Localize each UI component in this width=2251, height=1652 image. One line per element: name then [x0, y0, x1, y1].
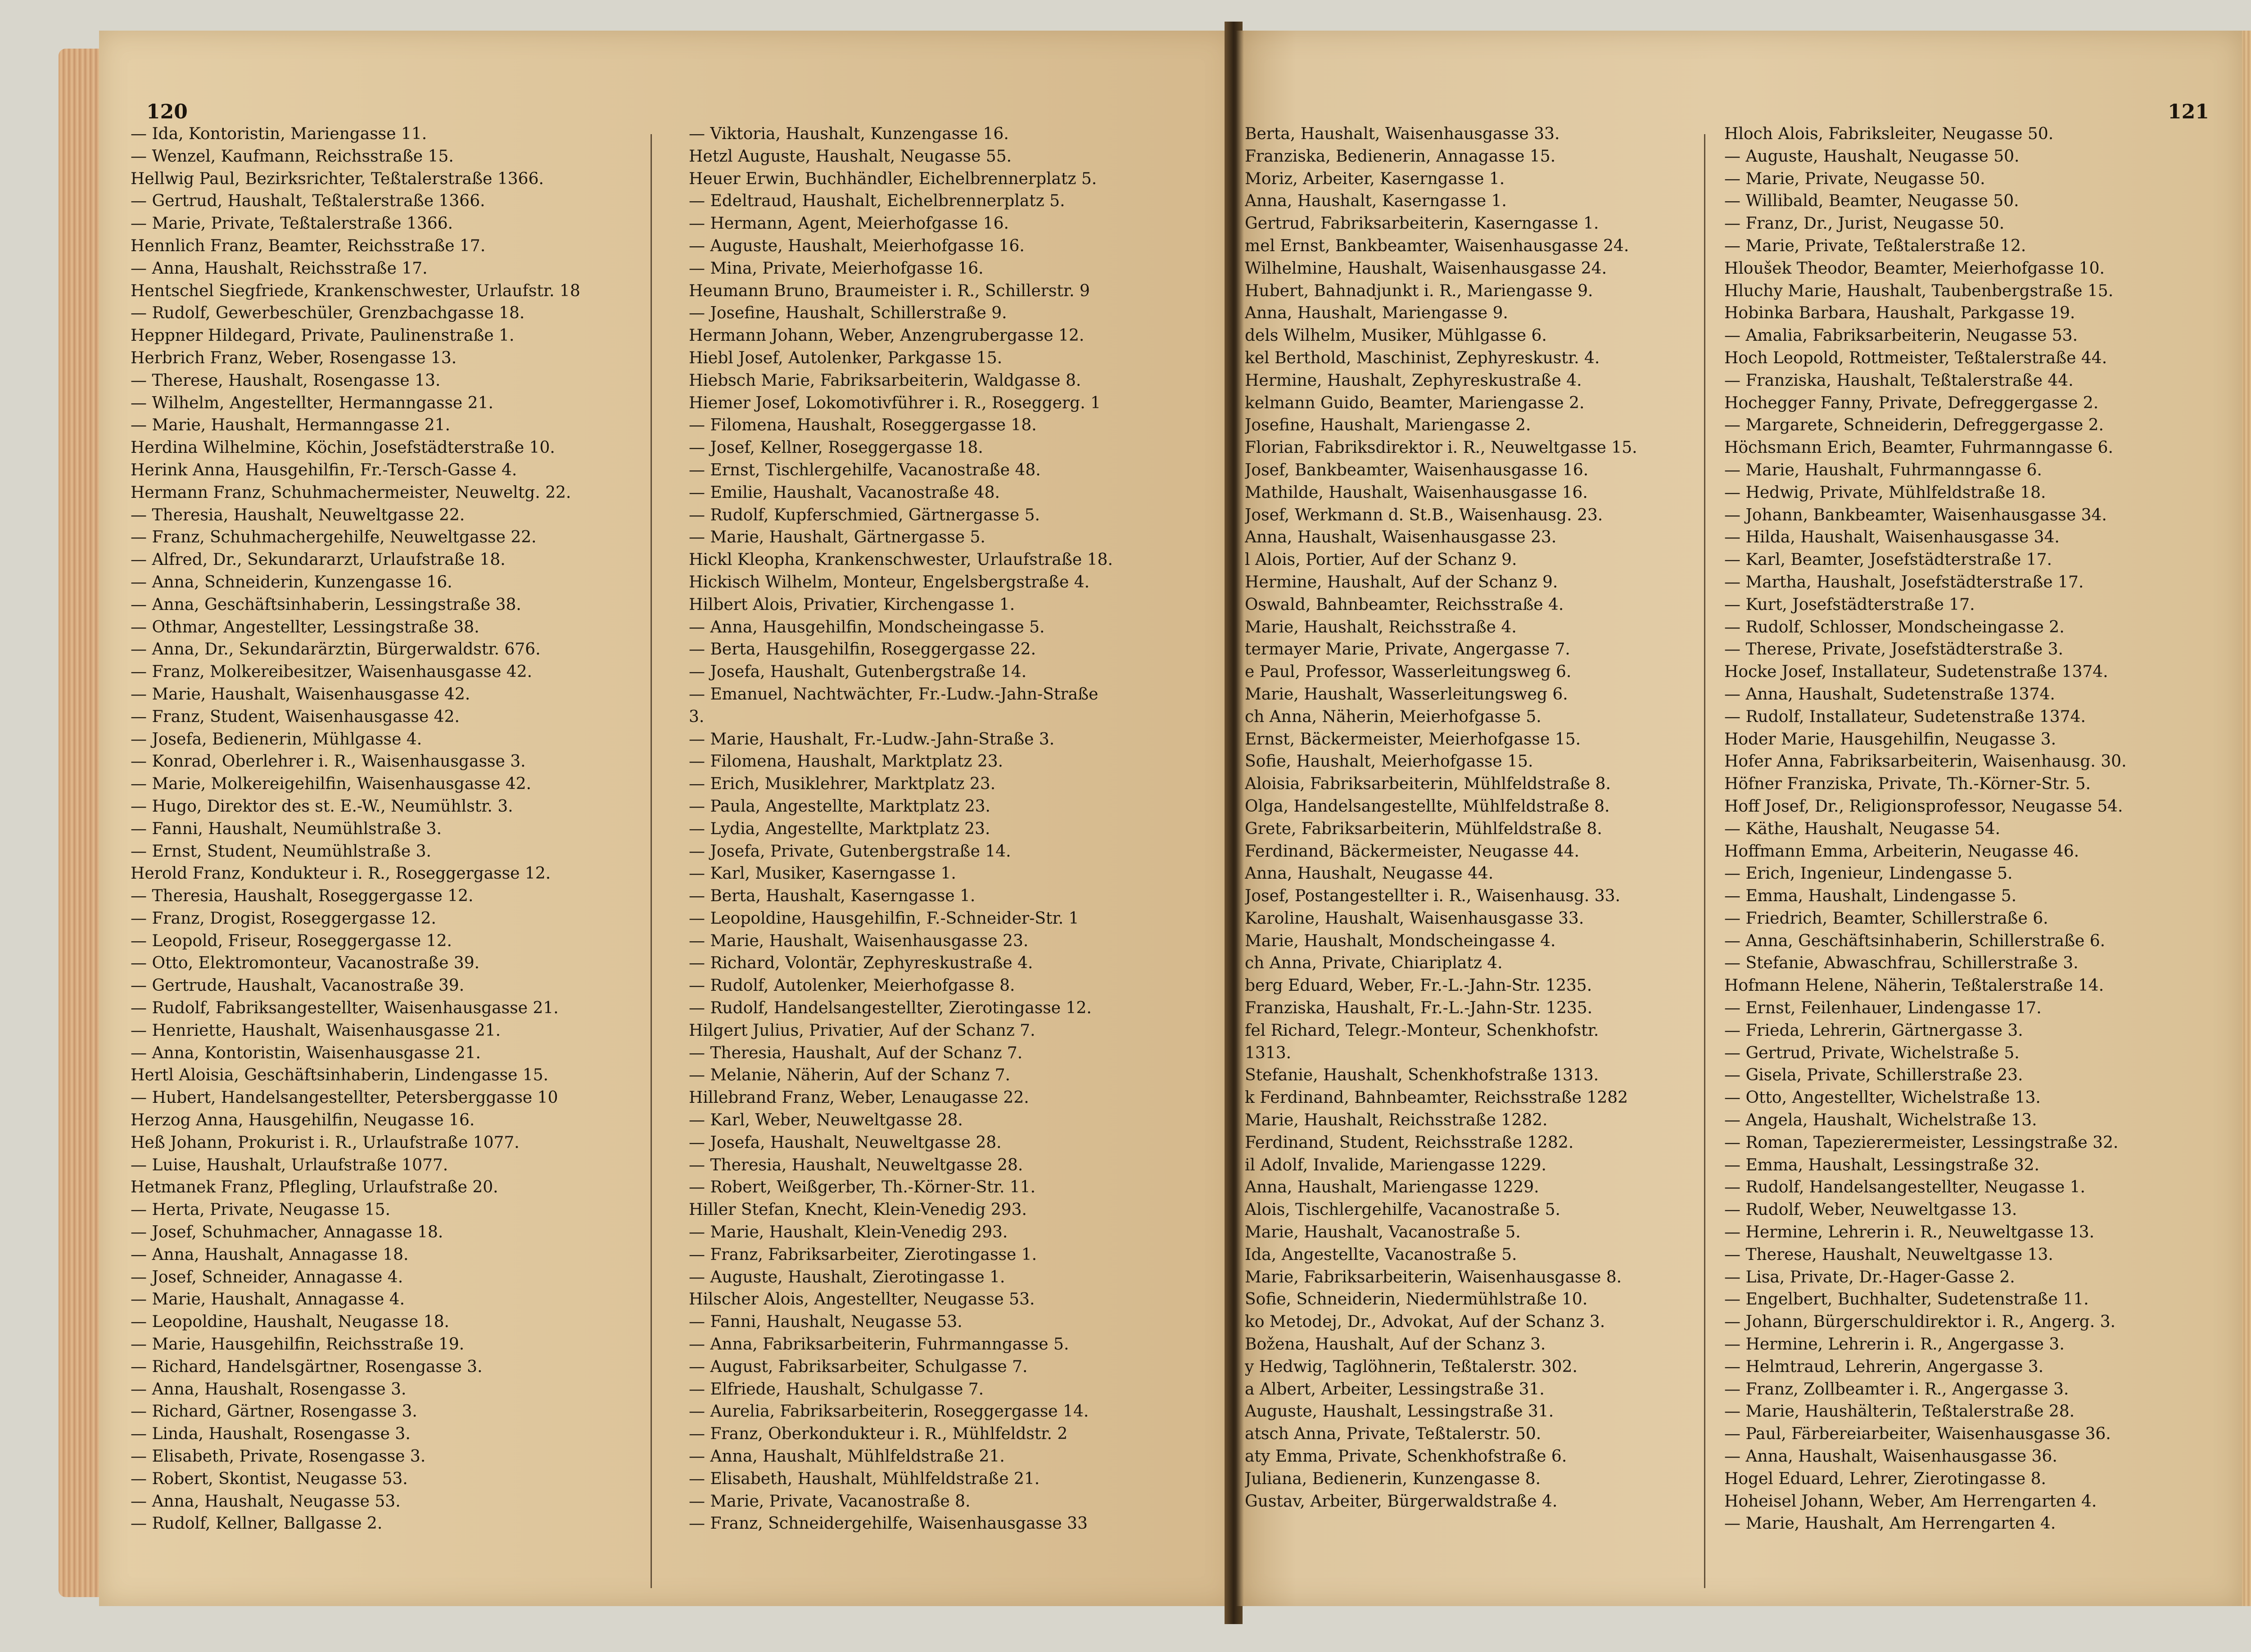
directory-entry: — Therese, Private, Josefstädterstraße 3. — [1724, 640, 2063, 659]
directory-entry: Heuer Erwin, Buchhändler, Eichelbrennerplatz 5. — [689, 169, 1097, 188]
directory-entry: — Marie, Molkereigehilfin, Waisenhausgasse 42. — [131, 775, 532, 794]
directory-entry: — Luise, Haushalt, Urlaufstraße 1077. — [131, 1155, 448, 1174]
directory-entry: Hochegger Fanny, Private, Defreggergasse 2. — [1724, 393, 2099, 412]
directory-entry: — Josef, Kellner, Roseggergasse 18. — [689, 438, 983, 457]
directory-entry: — Elisabeth, Private, Rosengasse 3. — [131, 1447, 426, 1466]
directory-entry: — Elisabeth, Haushalt, Mühlfeldstraße 21. — [689, 1469, 1040, 1488]
directory-entry: berg Eduard, Weber, Fr.-L.-Jahn-Str. 1235. — [1245, 976, 1592, 995]
directory-entry: Anna, Haushalt, Mariengasse 1229. — [1245, 1178, 1539, 1197]
directory-entry: — Rudolf, Handelsangestellter, Neugasse 1. — [1724, 1178, 2086, 1197]
directory-entry: Herold Franz, Kondukteur i. R., Roseggergasse 12. — [131, 864, 551, 883]
directory-entry: — Auguste, Haushalt, Zierotingasse 1. — [689, 1268, 1005, 1286]
directory-entry: — Josef, Schuhmacher, Annagasse 18. — [131, 1223, 443, 1242]
directory-entry: Josef, Werkmann d. St.B., Waisenhausg. 23. — [1245, 506, 1603, 524]
directory-entry: — Therese, Haushalt, Rosengasse 13. — [131, 371, 441, 390]
directory-entry: — Hermine, Lehrerin i. R., Neuweltgasse 13. — [1724, 1223, 2095, 1242]
directory-entry: Ferdinand, Student, Reichsstraße 1282. — [1245, 1133, 1574, 1152]
directory-entry: Anna, Haushalt, Mariengasse 9. — [1245, 304, 1508, 323]
directory-entry: — Auguste, Haushalt, Neugasse 50. — [1724, 147, 2020, 166]
directory-entry: k Ferdinand, Bahnbeamter, Reichsstraße 1282 — [1245, 1088, 1628, 1107]
directory-entry: atsch Anna, Private, Teßtalerstr. 50. — [1245, 1425, 1541, 1444]
directory-entry: — Otto, Elektromonteur, Vacanostraße 39. — [131, 954, 480, 973]
directory-entry: l Alois, Portier, Auf der Schanz 9. — [1245, 551, 1517, 569]
directory-entry: — Anna, Schneiderin, Kunzengasse 16. — [131, 573, 452, 591]
directory-entry: — Franz, Zollbeamter i. R., Angergasse 3. — [1724, 1380, 2069, 1399]
directory-entry: 1313. — [1245, 1043, 1292, 1062]
directory-column-4 — [1724, 123, 2233, 1535]
directory-entry: — Erich, Musiklehrer, Marktplatz 23. — [689, 775, 996, 794]
directory-entry: — Rudolf, Installateur, Sudetenstraße 1374. — [1724, 707, 2086, 726]
directory-entry: — Henriette, Haushalt, Waisenhausgasse 21. — [131, 1021, 501, 1040]
directory-entry: — Aurelia, Fabriksarbeiterin, Roseggergasse 14. — [689, 1402, 1089, 1421]
directory-entry: Aloisia, Fabriksarbeiterin, Mühlfeldstraße 8. — [1245, 775, 1611, 794]
directory-entry: — Mina, Private, Meierhofgasse 16. — [689, 259, 984, 278]
directory-entry: — Anna, Haushalt, Waisenhausgasse 36. — [1724, 1447, 2057, 1466]
directory-entry: — Filomena, Haushalt, Marktplatz 23. — [689, 752, 1003, 771]
directory-entry: — Theresia, Haushalt, Auf der Schanz 7. — [689, 1043, 1023, 1062]
directory-entry: — Melanie, Näherin, Auf der Schanz 7. — [689, 1066, 1011, 1085]
directory-entry: — Wenzel, Kaufmann, Reichsstraße 15. — [131, 147, 454, 166]
directory-entry: Herdina Wilhelmine, Köchin, Josefstädterstraße 10. — [131, 438, 555, 457]
directory-entry: Ernst, Bäckermeister, Meierhofgasse 15. — [1245, 730, 1581, 749]
directory-column-1 — [131, 123, 635, 1535]
directory-entry: Hobinka Barbara, Haushalt, Parkgasse 19. — [1724, 304, 2075, 323]
directory-entry: — Gertrude, Haushalt, Vacanostraße 39. — [131, 976, 465, 995]
right-page — [1236, 31, 2242, 1606]
directory-entry: Anna, Haushalt, Waisenhausgasse 23. — [1245, 528, 1557, 547]
directory-entry: — Wilhelm, Angestellter, Hermanngasse 21. — [131, 393, 493, 412]
directory-entry: — Rudolf, Autolenker, Meierhofgasse 8. — [689, 976, 1015, 995]
directory-entry: Franziska, Haushalt, Fr.-L.-Jahn-Str. 1235. — [1245, 999, 1593, 1018]
directory-entry: Ida, Angestellte, Vacanostraße 5. — [1245, 1245, 1517, 1264]
directory-entry: Marie, Haushalt, Reichsstraße 4. — [1245, 618, 1517, 636]
directory-entry: — Therese, Haushalt, Neuweltgasse 13. — [1724, 1245, 2053, 1264]
directory-entry: — Leopoldine, Haushalt, Neugasse 18. — [131, 1313, 449, 1332]
directory-entry: Hermann Franz, Schuhmachermeister, Neuweltg. 22. — [131, 483, 571, 502]
directory-entry: Herbrich Franz, Weber, Rosengasse 13. — [131, 348, 457, 367]
directory-entry: Hloch Alois, Fabriksleiter, Neugasse 50. — [1724, 125, 2054, 143]
directory-entry: — Anna, Haushalt, Annagasse 18. — [131, 1245, 409, 1264]
directory-entry: Heppner Hildegard, Private, Paulinenstraße 1. — [131, 326, 515, 345]
directory-entry: — Anna, Dr., Sekundarärztin, Bürgerwaldstr. 676. — [131, 640, 541, 659]
directory-entry: — Franz, Schneidergehilfe, Waisenhausgasse 33 — [689, 1514, 1088, 1533]
directory-entry: Hillebrand Franz, Weber, Lenaugasse 22. — [689, 1088, 1029, 1107]
directory-column-3 — [1245, 123, 1695, 1512]
directory-entry: — Roman, Tapezierermeister, Lessingstraße 32. — [1724, 1133, 2119, 1152]
directory-entry: kel Berthold, Maschinist, Zephyreskustr. 4. — [1245, 348, 1600, 367]
directory-entry: — Edeltraud, Haushalt, Eichelbrennerplatz 5. — [689, 192, 1065, 211]
directory-entry: Hilgert Julius, Privatier, Auf der Schanz 7. — [689, 1021, 1035, 1040]
page-number-right: 121 — [2168, 100, 2209, 123]
directory-entry: — Johann, Bürgerschuldirektor i. R., Angerg. 3. — [1724, 1313, 2115, 1332]
directory-entry: y Hedwig, Taglöhnerin, Teßtalerstr. 302. — [1245, 1357, 1578, 1376]
directory-entry: Franziska, Bedienerin, Annagasse 15. — [1245, 147, 1556, 166]
directory-entry: Wilhelmine, Haushalt, Waisenhausgasse 24. — [1245, 259, 1607, 278]
directory-entry: — Auguste, Haushalt, Meierhofgasse 16. — [689, 236, 1025, 255]
directory-entry: — Marie, Haushalt, Hermanngasse 21. — [131, 416, 451, 435]
directory-entry: Grete, Fabriksarbeiterin, Mühlfeldstraße 8. — [1245, 819, 1602, 838]
directory-entry: — Willibald, Beamter, Neugasse 50. — [1724, 192, 2019, 211]
directory-entry: Juliana, Bedienerin, Kunzengasse 8. — [1245, 1469, 1541, 1488]
directory-entry: Hoff Josef, Dr., Religionsprofessor, Neugasse 54. — [1724, 797, 2123, 816]
directory-entry: — Franz, Fabriksarbeiter, Zierotingasse 1. — [689, 1245, 1037, 1264]
directory-entry: Hiebsch Marie, Fabriksarbeiterin, Waldgasse 8. — [689, 371, 1081, 390]
directory-entry: — Frieda, Lehrerin, Gärtnergasse 3. — [1724, 1021, 2023, 1040]
directory-entry: — Leopold, Friseur, Roseggergasse 12. — [131, 931, 452, 950]
directory-entry: — Marie, Haushalt, Annagasse 4. — [131, 1290, 405, 1309]
directory-entry: Gertrud, Fabriksarbeiterin, Kaserngasse 1. — [1245, 214, 1599, 233]
directory-entry: — Ernst, Student, Neumühlstraße 3. — [131, 842, 431, 861]
directory-entry: Alois, Tischlergehilfe, Vacanostraße 5. — [1245, 1201, 1560, 1219]
directory-entry: — Elfriede, Haushalt, Schulgasse 7. — [689, 1380, 984, 1399]
directory-entry: — Marie, Haushälterin, Teßtalerstraße 28. — [1724, 1402, 2075, 1421]
directory-entry: — Margarete, Schneiderin, Defreggergasse 2. — [1724, 416, 2104, 435]
directory-entry: — Rudolf, Kupferschmied, Gärtnergasse 5. — [689, 506, 1040, 524]
directory-entry: Hogel Eduard, Lehrer, Zierotingasse 8. — [1724, 1469, 2046, 1488]
directory-entry: — Lydia, Angestellte, Marktplatz 23. — [689, 819, 990, 838]
directory-entry: — Karl, Musiker, Kaserngasse 1. — [689, 864, 956, 883]
directory-entry: — Hedwig, Private, Mühlfeldstraße 18. — [1724, 483, 2046, 502]
directory-entry: Berta, Haushalt, Waisenhausgasse 33. — [1245, 125, 1560, 143]
directory-entry: — Rudolf, Fabriksangestellter, Waisenhausgasse 21. — [131, 999, 559, 1018]
directory-entry: — Lisa, Private, Dr.-Hager-Gasse 2. — [1724, 1268, 2015, 1286]
directory-entry: Josef, Postangestellter i. R., Waisenhausg. 33. — [1245, 887, 1621, 906]
directory-entry: — Theresia, Haushalt, Roseggergasse 12. — [131, 887, 474, 906]
directory-entry: Hoffmann Emma, Arbeiterin, Neugasse 46. — [1724, 842, 2079, 861]
directory-entry: 3. — [689, 707, 705, 726]
directory-entry: kelmann Guido, Beamter, Mariengasse 2. — [1245, 393, 1585, 412]
directory-entry: Hickisch Wilhelm, Monteur, Engelsbergstraße 4. — [689, 573, 1090, 591]
directory-entry: Hetzl Auguste, Haushalt, Neugasse 55. — [689, 147, 1012, 166]
directory-entry: — Richard, Handelsgärtner, Rosengasse 3. — [131, 1357, 483, 1376]
directory-entry: — Helmtraud, Lehrerin, Angergasse 3. — [1724, 1357, 2044, 1376]
directory-entry: — Marie, Private, Teßtalerstraße 1366. — [131, 214, 453, 233]
directory-column-2 — [689, 123, 1227, 1535]
directory-entry: — Rudolf, Handelsangestellter, Zierotingasse 12. — [689, 999, 1092, 1018]
directory-entry: Moriz, Arbeiter, Kaserngasse 1. — [1245, 169, 1505, 188]
directory-entry: — Anna, Haushalt, Neugasse 53. — [131, 1492, 401, 1511]
directory-entry: Florian, Fabriksdirektor i. R., Neuweltgasse 15. — [1245, 438, 1637, 457]
directory-entry: Ferdinand, Bäckermeister, Neugasse 44. — [1245, 842, 1580, 861]
directory-entry: dels Wilhelm, Musiker, Mühlgasse 6. — [1245, 326, 1547, 345]
directory-entry: ch Anna, Näherin, Meierhofgasse 5. — [1245, 707, 1541, 726]
directory-entry: termayer Marie, Private, Angergasse 7. — [1245, 640, 1570, 659]
directory-entry: Sofie, Haushalt, Meierhofgasse 15. — [1245, 752, 1533, 771]
directory-entry: — Anna, Haushalt, Mühlfeldstraße 21. — [689, 1447, 1005, 1466]
directory-entry: Hluchy Marie, Haushalt, Taubenbergstraße 15. — [1724, 281, 2114, 300]
directory-entry: — Alfred, Dr., Sekundararzt, Urlaufstraße 18. — [131, 551, 506, 569]
directory-entry: Hoder Marie, Hausgehilfin, Neugasse 3. — [1724, 730, 2057, 749]
directory-entry: — Robert, Weißgerber, Th.-Körner-Str. 11. — [689, 1178, 1036, 1197]
directory-entry: — Josefa, Private, Gutenbergstraße 14. — [689, 842, 1011, 861]
directory-entry: — Anna, Geschäftsinhaberin, Lessingstraße 38. — [131, 595, 521, 614]
directory-entry: — Fanni, Haushalt, Neumühlstraße 3. — [131, 819, 442, 838]
directory-entry: mel Ernst, Bankbeamter, Waisenhausgasse 24. — [1245, 236, 1629, 255]
book-spread — [59, 31, 2251, 1633]
directory-entry: — Marie, Haushalt, Klein-Venedig 293. — [689, 1223, 1008, 1242]
directory-entry: — Ernst, Feilenhauer, Lindengasse 17. — [1724, 999, 2042, 1018]
directory-entry: Hloušek Theodor, Beamter, Meierhofgasse 10. — [1724, 259, 2105, 278]
directory-entry: — Hugo, Direktor des st. E.-W., Neumühlstr. 3. — [131, 797, 513, 816]
directory-entry: — Filomena, Haushalt, Roseggergasse 18. — [689, 416, 1037, 435]
directory-entry: Marie, Haushalt, Vacanostraße 5. — [1245, 1223, 1521, 1242]
directory-entry: Hermine, Haushalt, Auf der Schanz 9. — [1245, 573, 1558, 591]
directory-entry: — Rudolf, Kellner, Ballgasse 2. — [131, 1514, 383, 1533]
directory-entry: — Josefa, Haushalt, Gutenbergstraße 14. — [689, 663, 1027, 682]
directory-entry: Božena, Haushalt, Auf der Schanz 3. — [1245, 1335, 1546, 1354]
directory-entry: Hilscher Alois, Angestellter, Neugasse 53. — [689, 1290, 1035, 1309]
directory-entry: — Otto, Angestellter, Wichelstraße 13. — [1724, 1088, 2041, 1107]
directory-entry: — Marie, Private, Teßtalerstraße 12. — [1724, 236, 2026, 255]
directory-entry: — Marie, Private, Vacanostraße 8. — [689, 1492, 971, 1511]
directory-entry: — Richard, Volontär, Zephyreskustraße 4. — [689, 954, 1033, 973]
directory-entry: aty Emma, Private, Schenkhofstraße 6. — [1245, 1447, 1567, 1466]
directory-entry: Hetmanek Franz, Pflegling, Urlaufstraße 20. — [131, 1178, 498, 1197]
directory-entry: — Anna, Fabriksarbeiterin, Fuhrmanngasse 5. — [689, 1335, 1069, 1354]
directory-entry: — Käthe, Haushalt, Neugasse 54. — [1724, 819, 2001, 838]
directory-entry: — Franz, Oberkondukteur i. R., Mühlfeldstr. 2 — [689, 1425, 1068, 1444]
directory-entry: — Theresia, Haushalt, Neuweltgasse 22. — [131, 506, 465, 524]
directory-entry: Josefine, Haushalt, Mariengasse 2. — [1245, 416, 1531, 435]
directory-entry: — Berta, Haushalt, Kaserngasse 1. — [689, 887, 976, 906]
directory-entry: Mathilde, Haushalt, Waisenhausgasse 16. — [1245, 483, 1588, 502]
directory-entry: — Anna, Haushalt, Rosengasse 3. — [131, 1380, 407, 1399]
directory-entry: — Marie, Private, Neugasse 50. — [1724, 169, 1985, 188]
directory-entry: — Richard, Gärtner, Rosengasse 3. — [131, 1402, 417, 1421]
directory-entry: — Othmar, Angestellter, Lessingstraße 38. — [131, 618, 479, 636]
directory-entry: Hofmann Helene, Näherin, Teßtalerstraße 14. — [1724, 976, 2104, 995]
directory-entry: — Franziska, Haushalt, Teßtalerstraße 44. — [1724, 371, 2074, 390]
directory-entry: Hiemer Josef, Lokomotivführer i. R., Roseggerg. 1 — [689, 393, 1101, 412]
directory-entry: il Adolf, Invalide, Mariengasse 1229. — [1245, 1155, 1546, 1174]
directory-entry: Heß Johann, Prokurist i. R., Urlaufstraße 1077. — [131, 1133, 520, 1152]
directory-entry: Hubert, Bahnadjunkt i. R., Mariengasse 9. — [1245, 281, 1593, 300]
directory-entry: — Viktoria, Haushalt, Kunzengasse 16. — [689, 125, 1009, 143]
directory-entry: — Hermann, Agent, Meierhofgasse 16. — [689, 214, 1009, 233]
directory-entry: e Paul, Professor, Wasserleitungsweg 6. — [1245, 663, 1572, 682]
directory-entry: — Marie, Haushalt, Waisenhausgasse 23. — [689, 931, 1029, 950]
directory-entry: Herzog Anna, Hausgehilfin, Neugasse 16. — [131, 1111, 475, 1130]
directory-entry: — Franz, Dr., Jurist, Neugasse 50. — [1724, 214, 2005, 233]
directory-entry: — Ernst, Tischlergehilfe, Vacanostraße 48. — [689, 460, 1041, 479]
directory-entry: — Gisela, Private, Schillerstraße 23. — [1724, 1066, 2023, 1085]
directory-entry: — Hubert, Handelsangestellter, Petersberggasse 10 — [131, 1088, 558, 1107]
directory-entry: Sofie, Schneiderin, Niedermühlstraße 10. — [1245, 1290, 1588, 1309]
directory-entry: — Rudolf, Gewerbeschüler, Grenzbachgasse 18. — [131, 304, 525, 323]
directory-entry: Höchsmann Erich, Beamter, Fuhrmanngasse 6. — [1724, 438, 2113, 457]
directory-entry: Hiebl Josef, Autolenker, Parkgasse 15. — [689, 348, 1003, 367]
directory-entry: — Marie, Haushalt, Fr.-Ludw.-Jahn-Straße 3. — [689, 730, 1055, 749]
directory-entry: Oswald, Bahnbeamter, Reichsstraße 4. — [1245, 595, 1564, 614]
directory-entry: — Friedrich, Beamter, Schillerstraße 6. — [1724, 909, 2048, 928]
directory-entry: — Franz, Schuhmachergehilfe, Neuweltgasse 22. — [131, 528, 537, 547]
directory-entry: — Franz, Drogist, Roseggergasse 12. — [131, 909, 436, 928]
directory-entry: — Josef, Schneider, Annagasse 4. — [131, 1268, 403, 1286]
directory-entry: Herink Anna, Hausgehilfin, Fr.-Tersch-Gasse 4. — [131, 460, 517, 479]
directory-entry: — Leopoldine, Hausgehilfin, F.-Schneider-Str. 1 — [689, 909, 1079, 928]
directory-entry: Hellwig Paul, Bezirksrichter, Teßtalerstraße 1366. — [131, 169, 544, 188]
directory-entry: — Marie, Haushalt, Am Herrengarten 4. — [1724, 1514, 2056, 1533]
directory-entry: Heumann Bruno, Braumeister i. R., Schillerstr. 9 — [689, 281, 1090, 300]
directory-entry: Hickl Kleopha, Krankenschwester, Urlaufstraße 18. — [689, 551, 1113, 569]
directory-entry: — Gertrud, Haushalt, Teßtalerstraße 1366. — [131, 192, 485, 211]
directory-entry: a Albert, Arbeiter, Lessingstraße 31. — [1245, 1380, 1545, 1399]
directory-entry: Marie, Haushalt, Mondscheingasse 4. — [1245, 931, 1556, 950]
directory-entry: — Marie, Haushalt, Waisenhausgasse 42. — [131, 685, 470, 704]
directory-entry: Hiller Stefan, Knecht, Klein-Venedig 293. — [689, 1201, 1027, 1219]
directory-entry: Auguste, Haushalt, Lessingstraße 31. — [1245, 1402, 1554, 1421]
directory-entry: Karoline, Haushalt, Waisenhausgasse 33. — [1245, 909, 1584, 928]
directory-entry: Marie, Haushalt, Wasserleitungsweg 6. — [1245, 685, 1568, 704]
directory-entry: — Karl, Weber, Neuweltgasse 28. — [689, 1111, 963, 1130]
directory-entry: — Marie, Haushalt, Gärtnergasse 5. — [689, 528, 985, 547]
directory-entry: Josef, Bankbeamter, Waisenhausgasse 16. — [1245, 460, 1589, 479]
directory-entry: — Emma, Haushalt, Lessingstraße 32. — [1724, 1155, 2039, 1174]
directory-entry: — Franz, Student, Waisenhausgasse 42. — [131, 707, 460, 726]
directory-entry: Marie, Fabriksarbeiterin, Waisenhausgasse 8. — [1245, 1268, 1622, 1286]
left-page — [99, 31, 1234, 1606]
directory-entry: ch Anna, Private, Chiariplatz 4. — [1245, 954, 1503, 973]
directory-entry: — Hilda, Haushalt, Waisenhausgasse 34. — [1724, 528, 2060, 547]
directory-entry: — Anna, Haushalt, Sudetenstraße 1374. — [1724, 685, 2055, 704]
directory-entry: — Marie, Haushalt, Fuhrmanngasse 6. — [1724, 460, 2042, 479]
directory-entry: — Gertrud, Private, Wichelstraße 5. — [1724, 1043, 2020, 1062]
directory-entry: — Anna, Haushalt, Reichsstraße 17. — [131, 259, 428, 278]
directory-entry: — Rudolf, Schlosser, Mondscheingasse 2. — [1724, 618, 2065, 636]
directory-entry: Hocke Josef, Installateur, Sudetenstraße 1374. — [1724, 663, 2108, 682]
directory-entry: — Anna, Hausgehilfin, Mondscheingasse 5. — [689, 618, 1045, 636]
gutter-shadow — [1236, 31, 1244, 1606]
directory-entry: — Rudolf, Weber, Neuweltgasse 13. — [1724, 1201, 2017, 1219]
directory-entry: — Anna, Geschäftsinhaberin, Schillerstraße 6. — [1724, 931, 2106, 950]
directory-entry: — Angela, Haushalt, Wichelstraße 13. — [1724, 1111, 2037, 1130]
directory-entry: — Engelbert, Buchhalter, Sudetenstraße 11. — [1724, 1290, 2089, 1309]
directory-entry: — Josefine, Haushalt, Schillerstraße 9. — [689, 304, 1007, 323]
column-rule-right — [1704, 134, 1705, 1588]
directory-entry: — Theresia, Haushalt, Neuweltgasse 28. — [689, 1155, 1023, 1174]
directory-entry: Anna, Haushalt, Kaserngasse 1. — [1245, 192, 1507, 211]
directory-entry: — Kurt, Josefstädterstraße 17. — [1724, 595, 1975, 614]
directory-entry: — Emma, Haushalt, Lindengasse 5. — [1724, 887, 2017, 906]
directory-entry: Hoheisel Johann, Weber, Am Herrengarten 4. — [1724, 1492, 2097, 1511]
directory-entry: Höfner Franziska, Private, Th.-Körner-Str. 5. — [1724, 775, 2091, 794]
directory-entry: — Stefanie, Abwaschfrau, Schillerstraße 3. — [1724, 954, 2079, 973]
directory-entry: — Herta, Private, Neugasse 15. — [131, 1201, 391, 1219]
directory-entry: — Paul, Färbereiarbeiter, Waisenhausgasse 36. — [1724, 1425, 2111, 1444]
directory-entry: — Franz, Molkereibesitzer, Waisenhausgasse 42. — [131, 663, 533, 682]
directory-entry: — August, Fabriksarbeiter, Schulgasse 7. — [689, 1357, 1028, 1376]
directory-entry: Hertl Aloisia, Geschäftsinhaberin, Lindengasse 15. — [131, 1066, 549, 1085]
directory-entry: — Josefa, Bedienerin, Mühlgasse 4. — [131, 730, 422, 749]
directory-entry: Hentschel Siegfriede, Krankenschwester, Urlaufstr. 18 — [131, 281, 580, 300]
directory-entry: Hoch Leopold, Rottmeister, Teßtalerstraße 44. — [1724, 348, 2107, 367]
directory-entry: fel Richard, Telegr.-Monteur, Schenkhofstr. — [1245, 1021, 1599, 1040]
column-rule-left — [651, 134, 652, 1588]
page-number-left: 120 — [146, 100, 188, 123]
directory-entry: ko Metodej, Dr., Advokat, Auf der Schanz 3. — [1245, 1313, 1605, 1332]
directory-entry: — Hermine, Lehrerin i. R., Angergasse 3. — [1724, 1335, 2065, 1354]
directory-entry: Gustav, Arbeiter, Bürgerwaldstraße 4. — [1245, 1492, 1558, 1511]
directory-entry: Stefanie, Haushalt, Schenkhofstraße 1313. — [1245, 1066, 1599, 1085]
directory-entry: — Martha, Haushalt, Josefstädterstraße 17. — [1724, 573, 2084, 591]
directory-entry: — Karl, Beamter, Josefstädterstraße 17. — [1724, 551, 2052, 569]
directory-entry: Marie, Haushalt, Reichsstraße 1282. — [1245, 1111, 1548, 1130]
directory-entry: — Konrad, Oberlehrer i. R., Waisenhausgasse 3. — [131, 752, 526, 771]
directory-entry: Hermann Johann, Weber, Anzengrubergasse 12. — [689, 326, 1085, 345]
directory-entry: — Marie, Hausgehilfin, Reichsstraße 19. — [131, 1335, 465, 1354]
directory-entry: — Emanuel, Nachtwächter, Fr.-Ludw.-Jahn-Straße — [689, 685, 1098, 704]
directory-entry: Anna, Haushalt, Neugasse 44. — [1245, 864, 1494, 883]
directory-entry: — Linda, Haushalt, Rosengasse 3. — [131, 1425, 411, 1444]
directory-entry: — Josefa, Haushalt, Neuweltgasse 28. — [689, 1133, 1002, 1152]
directory-entry: — Paula, Angestellte, Marktplatz 23. — [689, 797, 990, 816]
directory-entry: — Fanni, Haushalt, Neugasse 53. — [689, 1313, 963, 1332]
directory-entry: — Robert, Skontist, Neugasse 53. — [131, 1469, 408, 1488]
directory-entry: — Emilie, Haushalt, Vacanostraße 48. — [689, 483, 1000, 502]
directory-entry: — Amalia, Fabriksarbeiterin, Neugasse 53. — [1724, 326, 2078, 345]
directory-entry: Hermine, Haushalt, Zephyreskustraße 4. — [1245, 371, 1582, 390]
directory-entry: — Anna, Kontoristin, Waisenhausgasse 21. — [131, 1043, 481, 1062]
directory-entry: Hofer Anna, Fabriksarbeiterin, Waisenhausg. 30. — [1724, 752, 2127, 771]
directory-entry: Hilbert Alois, Privatier, Kirchengasse 1. — [689, 595, 1015, 614]
directory-entry: — Ida, Kontoristin, Mariengasse 11. — [131, 125, 427, 143]
directory-entry: Hennlich Franz, Beamter, Reichsstraße 17. — [131, 236, 486, 255]
directory-entry: Olga, Handelsangestellte, Mühlfeldstraße 8. — [1245, 797, 1610, 816]
directory-entry: — Erich, Ingenieur, Lindengasse 5. — [1724, 864, 2013, 883]
directory-entry: — Berta, Hausgehilfin, Roseggergasse 22. — [689, 640, 1036, 659]
directory-entry: — Johann, Bankbeamter, Waisenhausgasse 34. — [1724, 506, 2107, 524]
